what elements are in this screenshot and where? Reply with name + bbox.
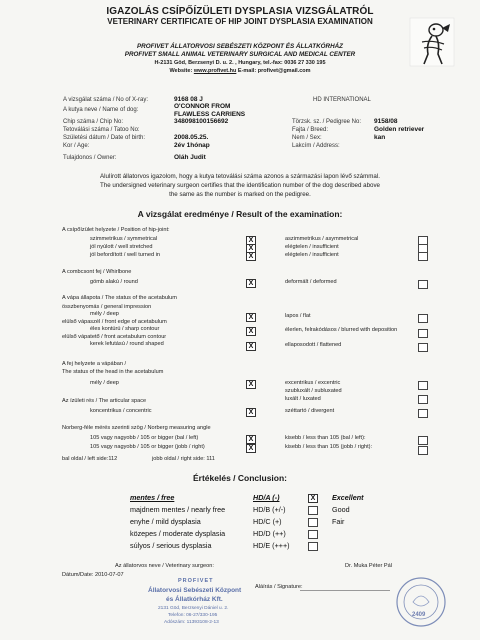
dog-skeleton-logo (402, 14, 460, 70)
website-link[interactable]: www.profivet.hu (193, 68, 237, 74)
head-title-2: The status of the head in the acetabulum (62, 369, 164, 375)
checkbox-head-deep[interactable]: X (246, 380, 256, 389)
acetabulum-title: A vápa állapota / The status of the acetabulum (62, 295, 177, 301)
age-label: Kor / Age: (63, 143, 90, 149)
hd-international: HD INTERNATIONAL (313, 97, 371, 103)
acetabulum-general: összbenyomás / general impression (62, 304, 152, 310)
checkbox-norberg-less-right[interactable] (418, 446, 428, 455)
acetabulum-right-3: ellaposodott / flattened (285, 342, 342, 348)
chip-label: Chip száma / Chip No: (63, 119, 124, 125)
email-text: E-mail: profivet@gmail.com (237, 68, 311, 74)
dob-label: Születési dátum / Date of birth: (63, 135, 146, 141)
breed-value: Golden retriever (374, 126, 425, 133)
checkbox-blurred[interactable] (418, 329, 428, 338)
conclusion-code-nearly-free: HD/B (+/-) (253, 505, 286, 514)
checkbox-norberg-less-left[interactable] (418, 436, 428, 445)
sex-label: Nem / Sex: (292, 135, 322, 141)
dog-name-line1: O'CONNOR FROM (174, 103, 231, 110)
hip-position-left-3: jól befordított / well turned in (90, 252, 160, 258)
whirlbone-title: A combcsont fej / Whirlbone (62, 269, 132, 275)
surgeon-label: Az állatorvos neve / Veterinary surgeon: (115, 563, 214, 569)
title-hungarian: IGAZOLÁS CSÍPŐÍZÜLETI DYSPLASIA VIZSGÁLATRÓL (106, 6, 374, 17)
conclusion-label-mild: enyhe / mild dysplasia (130, 517, 201, 526)
date-text: Dátum/Date: 2010-07-07 (62, 572, 124, 578)
hip-position-right-1: aszimmetrikus / asymmetrical (285, 236, 359, 242)
checkbox-flattened[interactable] (418, 343, 428, 352)
round-seal (395, 576, 447, 628)
hip-position-right-2: elégtelen / insufficient (285, 244, 339, 250)
conclusion-code-free: HD/A (-) (253, 493, 280, 502)
acetabulum-left-1: mély / deep (90, 311, 119, 317)
stamp-line-4: 2131 Göd, Berzsenyi Dániel u. 2. (158, 606, 229, 611)
checkbox-round[interactable]: X (246, 279, 256, 288)
breed-label: Fajta / Breed: (292, 127, 329, 133)
stamp-line-6: Adószám: 11393108-2-13 (164, 620, 219, 625)
owner-label: Tulajdonos / Owner: (63, 155, 117, 161)
norberg-left-2: 105 vagy nagyobb / 105 or bigger (jobb / right) (90, 444, 205, 450)
stamp-line-5: Telefon: 06-27/330-195 (168, 613, 218, 618)
sex-value: kan (374, 134, 386, 141)
whirlbone-left: gömb alakú / round (90, 279, 138, 285)
checkbox-conclusion-moderate[interactable] (308, 530, 318, 539)
checkbox-conclusion-fair[interactable] (308, 518, 318, 527)
head-right-2: szubluxált / subluxated (285, 388, 342, 394)
checkbox-conclusion-serious[interactable] (308, 542, 318, 551)
checkbox-sharp-contour[interactable]: X (246, 327, 256, 336)
conclusion-title: Értékelés / Conclusion: (193, 473, 287, 483)
checkbox-well-stretched[interactable]: X (246, 244, 256, 253)
results-title: A vizsgálat eredménye / Result of the examination: (137, 209, 343, 219)
norberg-left-1: 105 vagy nagyobb / 105 or bigger (bal / left) (90, 435, 199, 441)
checkbox-conclusion-excellent[interactable]: X (308, 494, 318, 503)
dog-name-label: A kutya neve / Name of dog: (63, 107, 139, 113)
dog-name-line2: FLAWLESS CARRIENS (174, 111, 246, 118)
checkbox-flat[interactable] (418, 314, 428, 323)
checkbox-insufficient-2[interactable] (418, 252, 428, 261)
checkbox-norberg-right[interactable]: X (246, 444, 256, 453)
tattoo-label: Tetoválási száma / Tatoo No: (63, 127, 140, 133)
acetabulum-left-2b: éles kontúrú / sharp contour (90, 326, 160, 332)
norberg-right-2: kisebb / less than 105 (jobb / right): (285, 444, 373, 450)
conclusion-code-serious: HD/E (+++) (253, 541, 290, 550)
acetabulum-right-1: lapos / flat (285, 313, 311, 319)
hip-position-left-1: szimmetrikus / symmetrical (90, 236, 158, 242)
checkbox-deformed[interactable] (418, 280, 428, 289)
space-left: koncentrikus / concentric (90, 408, 152, 414)
checkbox-concentric[interactable]: X (246, 408, 256, 417)
age-value: 2év 1hónap (174, 142, 210, 149)
checkbox-well-turned-in[interactable]: X (246, 252, 256, 261)
org-english: PROFIVET SMALL ANIMAL VETERINARY SURGICAL AND MEDICAL CENTER (124, 51, 356, 58)
hip-position-right-3: elégtelen / insufficient (285, 252, 339, 258)
conclusion-label-serious: súlyos / serious dysplasia (130, 541, 212, 550)
stamp-line-1: PROFIVET (178, 578, 214, 584)
acetabulum-left-3b: kerek lefutású / round shaped (90, 341, 164, 347)
acetabulum-right-2: élerlen, felrakódásos / blurred with deposition (285, 327, 398, 333)
conclusion-code-mild: HD/C (+) (253, 517, 282, 526)
owner-value: Oláh Judit (174, 154, 206, 161)
stamp-line-2: Állatorvosi Sebészeti Központ (148, 587, 242, 594)
xray-value: 9168 08 J (174, 96, 203, 103)
statement-english-1: The undersigned veterinary surgeon certifies that the identification number of the dog described above (100, 182, 380, 189)
norberg-title: Norberg-féle mérés szerinti szög / Norberg measuring angle (62, 425, 211, 431)
acetabulum-left-3a: elülső vápatető / front acetabulum contour (62, 334, 167, 340)
pedigree-label: Törzsk. sz. / Pedigree No: (292, 119, 362, 125)
org-hungarian: PROFIVET ÁLLATORVOSI SEBÉSZETI KÖZPONT ÉS ÁLLATKÓRHÁZ (136, 43, 344, 50)
hip-position-left-2: jól nyúlott / well stretched (90, 244, 153, 250)
checkbox-conclusion-good[interactable] (308, 506, 318, 515)
pedigree-value: 9158/08 (374, 118, 398, 125)
checkbox-deep[interactable]: X (246, 313, 256, 322)
stamp-line-3: és Állatkórház Kft. (166, 596, 223, 603)
checkbox-norberg-left[interactable]: X (246, 435, 256, 444)
head-title-1: A fej helyzete a vápában / (62, 361, 127, 367)
side-left-value: bal oldal / left side:112 (62, 456, 118, 462)
surgeon-name: Dr. Muka Péter Pál (345, 563, 392, 569)
whirlbone-right: deformált / deformed (285, 279, 337, 285)
head-left: mély / deep (90, 380, 119, 386)
address-label: Lakcím / Address: (292, 143, 340, 149)
title-english: VETERINARY CERTIFICATE OF HIP JOINT DYSPLASIA EXAMINATION (107, 17, 373, 26)
conclusion-grade-excellent: Excellent (332, 493, 364, 502)
conclusion-label-moderate: közepes / moderate dysplasia (130, 529, 226, 538)
statement-english-2: the same as the number is marked on the pedigree. (169, 191, 311, 198)
checkbox-divergent[interactable] (418, 409, 428, 418)
seal-number: 2409 (412, 612, 426, 618)
checkbox-luxated[interactable] (418, 395, 428, 404)
checkbox-round-shaped[interactable]: X (246, 342, 256, 351)
head-right-3: luxált / luxated (285, 396, 321, 402)
chip-value: 348098100156692 (174, 118, 229, 125)
space-title: Az ízületi rés / The articular space (62, 398, 147, 404)
conclusion-code-moderate: HD/D (++) (253, 529, 286, 538)
org-address: H-2131 Göd, Berzsenyi D. u. 2. , Hungary, tel.-fax: 0036 27 330 195 (154, 60, 326, 66)
space-right: széttartó / divergent (285, 408, 335, 414)
conclusion-grade-good: Good (332, 505, 350, 514)
conclusion-label-nearly-free: majdnem mentes / nearly free (130, 505, 226, 514)
dob-value: 2008.05.25. (174, 134, 209, 141)
checkbox-excentric[interactable] (418, 381, 428, 390)
side-right-value: jobb oldal / right side: 111 (152, 456, 215, 462)
hip-position-title: A csípőízület helyzete / Position of hip-joint: (62, 227, 170, 233)
website-label: Website: (169, 68, 193, 74)
acetabulum-left-2a: elülső vápaszél / front edge of acetabulum (62, 319, 167, 325)
head-right-1: excentrikus / excentric (285, 380, 341, 386)
signature-line (300, 590, 390, 591)
signature-label: Aláírás / Signature: (255, 584, 303, 590)
conclusion-grade-fair: Fair (332, 517, 345, 526)
xray-label: A vizsgálat száma / No of X-ray: (63, 97, 149, 103)
norberg-right-1: kisebb / less than 105 (bal / left): (285, 435, 366, 441)
checkbox-symmetrical[interactable]: X (246, 236, 256, 245)
conclusion-label-free: mentes / free (130, 493, 175, 502)
statement-hungarian: Alulírott állatorvos igazolom, hogy a kutya tetoválási száma azonos a származási lapon lévő számmal. (100, 173, 380, 180)
